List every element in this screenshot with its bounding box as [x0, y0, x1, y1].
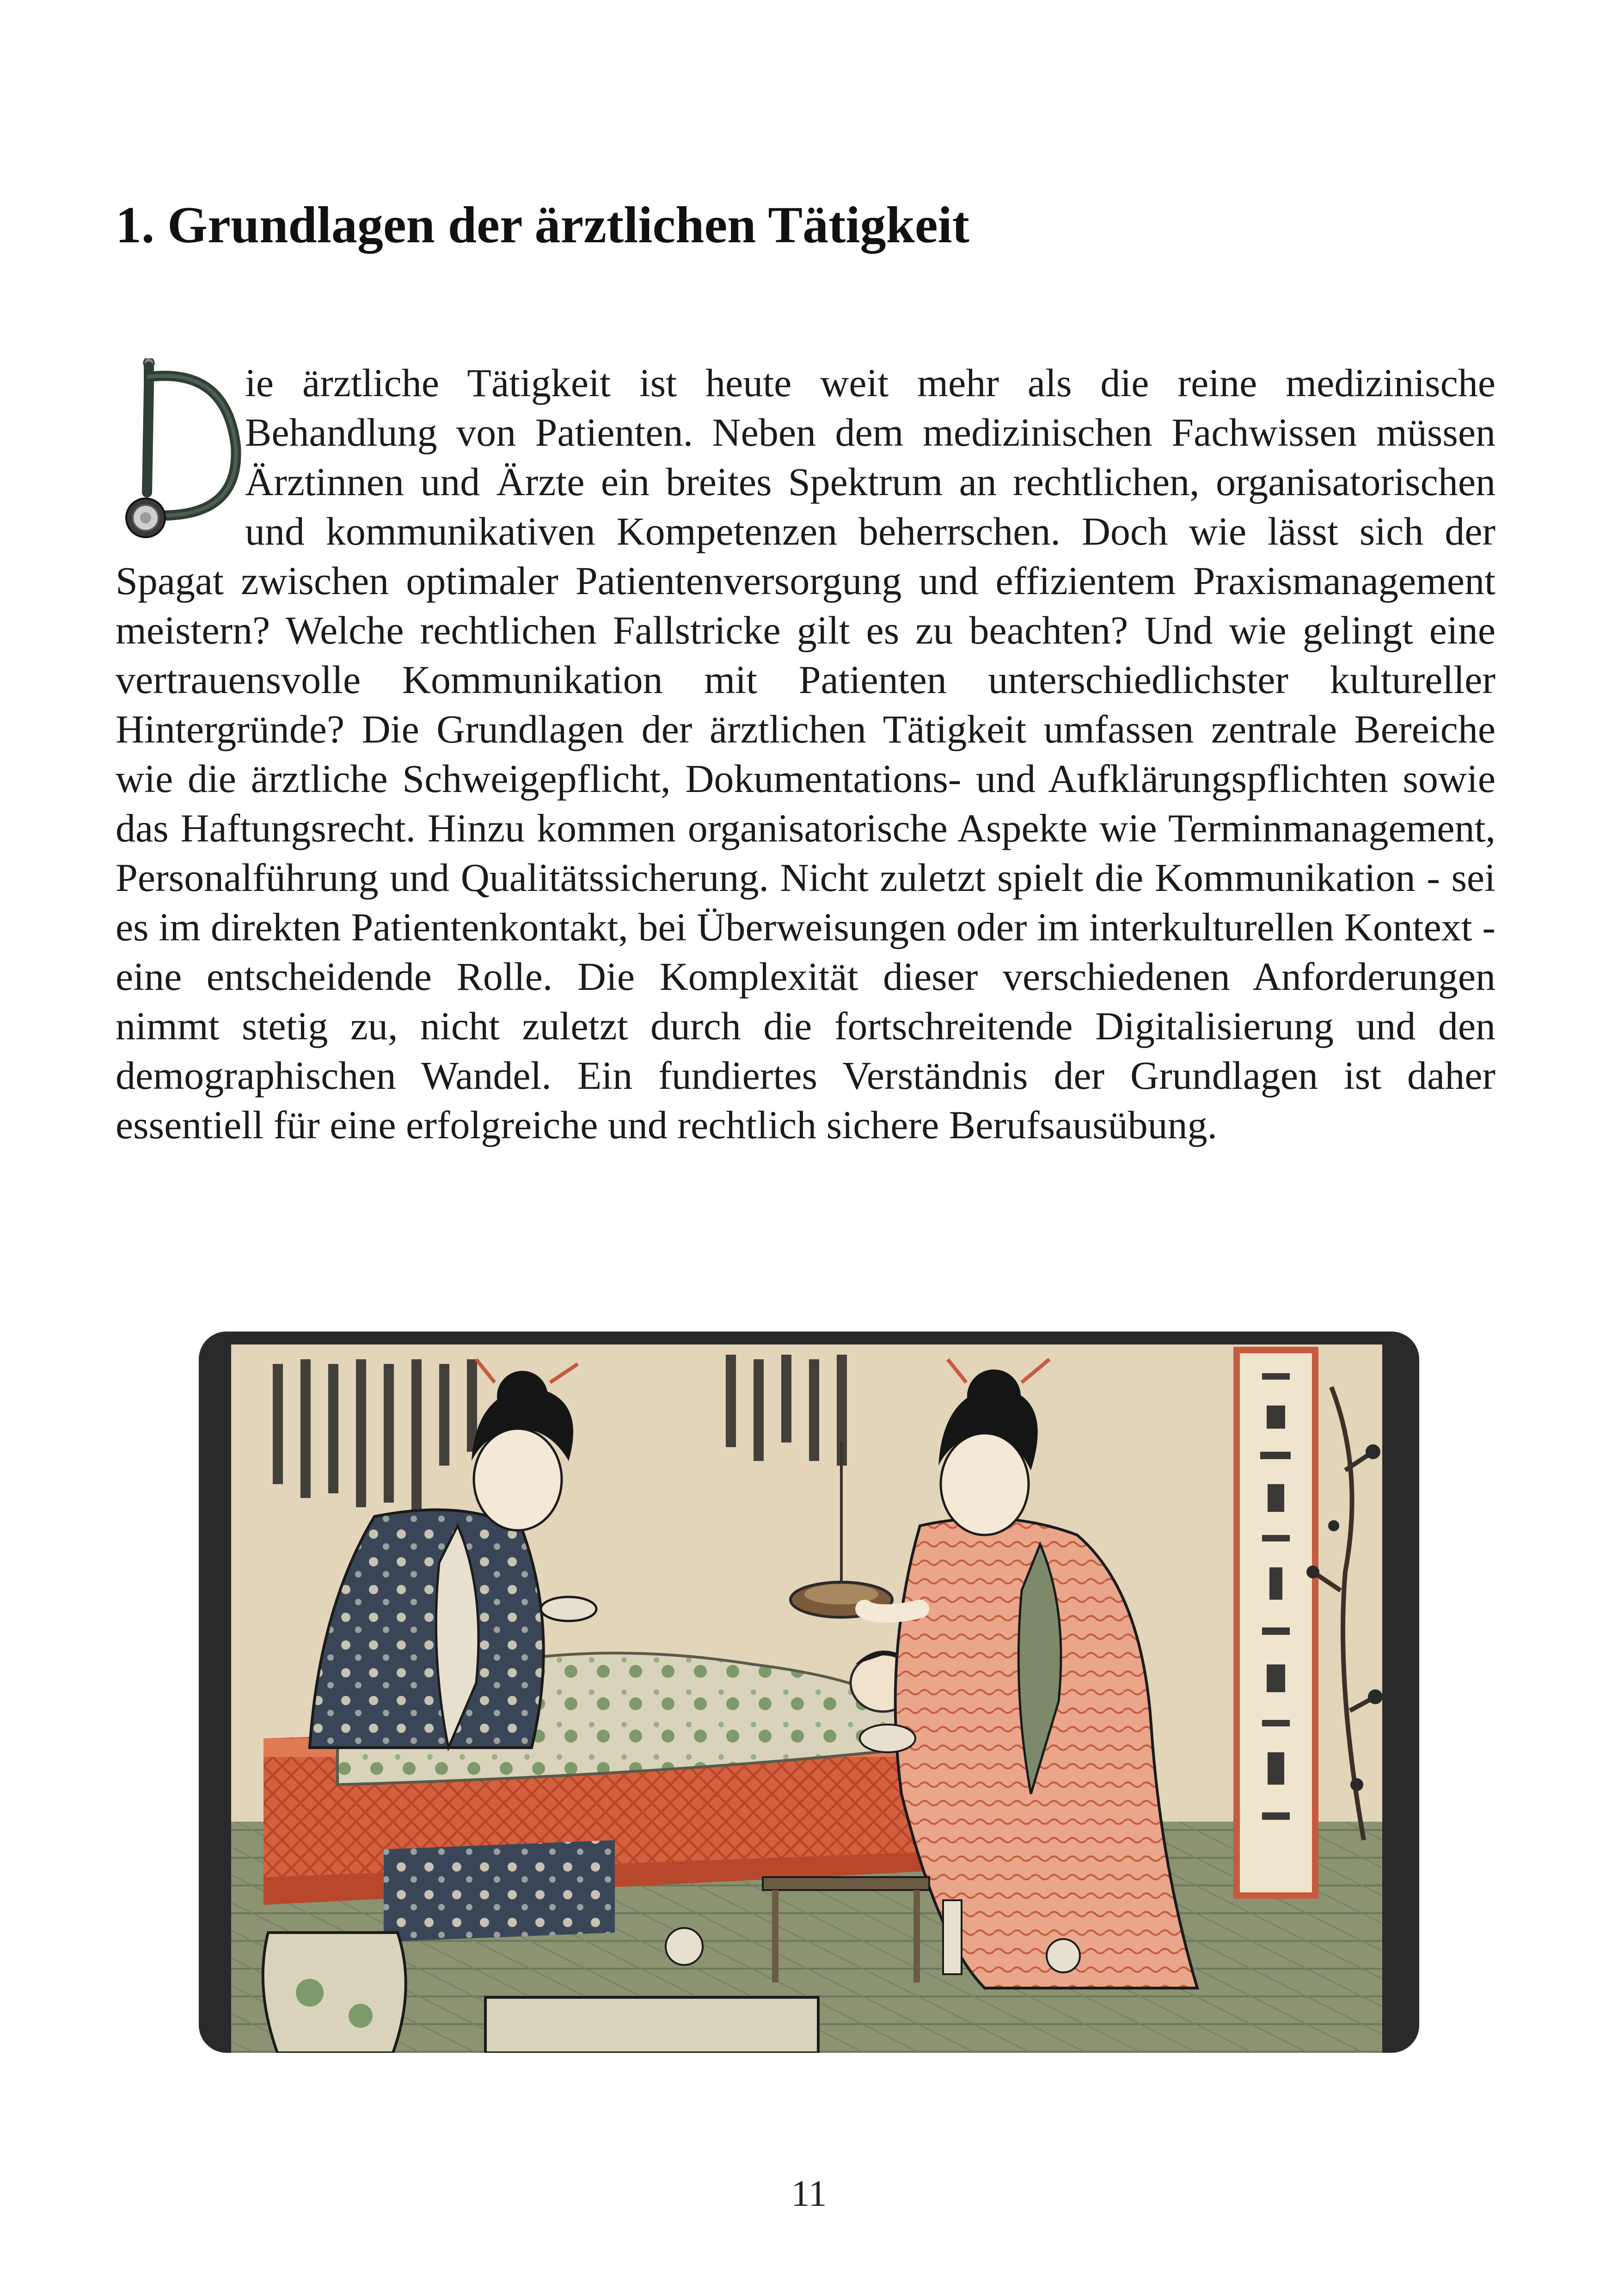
dropcap-stethoscope-d — [111, 358, 245, 553]
page-number: 11 — [791, 2173, 827, 2214]
body-text: ie ärztliche Tätigkeit ist heute weit mehr als die reine medizinische Behandlung von Patienten. Neben dem medizinischen Fachwissen müssen Ärztinnen und Ärzte ein breites Spektrum an rechtlichen, organisatorischen und kommunikativen Kompetenzen beherrschen. Doch wie lässt sich der Spagat zwischen optimaler Patientenversorgung und effizientem Praxismanagement meistern? Welche rechtlichen Fallstricke gilt es zu beachten? Und wie gelingt eine vertrauensvolle Kommunikation mit Patienten unterschiedlichster kultureller Hintergründe? Die Grundlagen der ärztlichen Tätigkeit umfassen zentrale Bereiche wie die ärztliche Schweigepflicht, Dokumentations- und Aufklärungspflichten sowie das Haftungsrecht. Hinzu kommen organisatorische Aspekte wie Terminmanagement, Personalführung und Qualitätssicherung. Nicht zuletzt spielt die Kommunikation - sei es im direkten Patientenkontakt, bei Überweisungen oder im interkulturellen Kontext - eine entscheidende Rolle. Die Komplexität dieser verschiedenen Anforderungen nimmt stetig zu, nicht zuletzt durch die fortschreitende Digitalisierung und den demographischen Wandel. Ein fundiertes Verständnis der Grundlagen ist daher essentiell für eine erfolgreiche und rechtlich sichere Berufsausübung. — [116, 361, 1495, 1147]
body-paragraph — [116, 358, 1495, 1150]
stethoscope-icon — [111, 358, 245, 553]
woodblock-print-image — [199, 1332, 1419, 2053]
page-title: 1. Grundlagen der ärztlichen Tätigkeit — [116, 196, 969, 254]
woodblock-illustration — [199, 1332, 1419, 2053]
